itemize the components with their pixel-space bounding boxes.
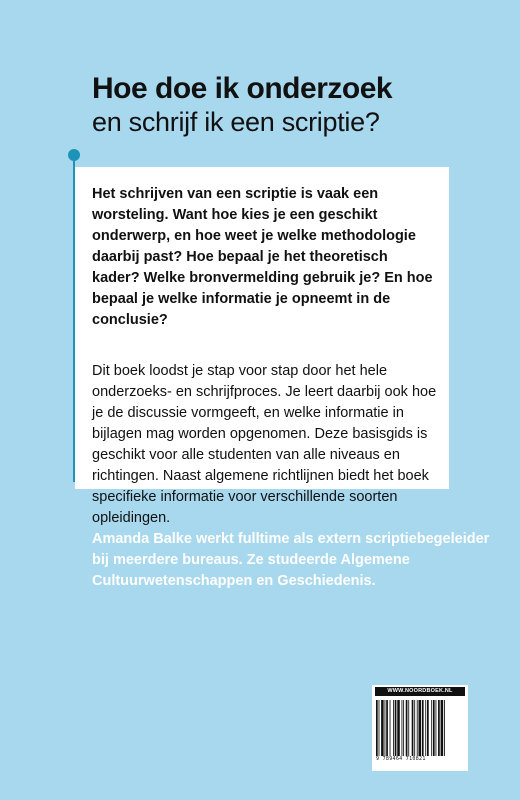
barcode-bar xyxy=(422,700,424,756)
barcode-bar xyxy=(441,700,444,756)
blurb-body: Dit boek loodst je stap voor stap door het hele onderzoeks- en schrijfproces. Je leert daarbij ook hoe je de discussie vormgeeft, en welke informatie in bijlagen mag worden opgenomen. Deze basisgids is geschikt voor alle studenten van alle niveaus en richtingen. Naast algemene richtlijnen biedt het boek specifieke informatie voor verschillende soorten opleidingen. xyxy=(92,363,437,526)
barcode-bar xyxy=(406,700,408,756)
accent-dot xyxy=(68,149,80,161)
barcode-bar xyxy=(395,700,397,756)
barcode-bar xyxy=(408,700,409,756)
barcode-panel xyxy=(372,685,468,771)
barcode-bar xyxy=(419,700,422,756)
barcode-bar xyxy=(403,700,404,756)
barcode-bar xyxy=(427,700,429,756)
barcode-bar xyxy=(433,700,435,756)
barcode-bar xyxy=(438,700,440,756)
barcode-bar xyxy=(431,700,432,756)
author-bio: Amanda Balke werkt fulltime als extern scriptiebegeleider bij meerdere bureaus. Ze studeerde Algemene Cultuurwetenschappen en Geschiedenis. xyxy=(92,531,490,589)
barcode-bar xyxy=(414,700,415,756)
publisher-url: WWW.NOORDBOEK.NL xyxy=(375,687,465,696)
barcode-bar xyxy=(376,700,378,756)
barcode-bar xyxy=(412,700,414,756)
barcode-bar xyxy=(397,700,400,756)
barcode-bar xyxy=(425,700,426,756)
barcode-bar xyxy=(381,700,384,756)
barcode-bar xyxy=(436,700,437,756)
barcode-bar xyxy=(385,700,386,756)
blurb-panel xyxy=(75,167,449,526)
barcode-bar xyxy=(417,700,418,756)
barcode-bar xyxy=(386,700,388,756)
barcode-bar xyxy=(444,700,445,756)
barcode-bar xyxy=(402,700,403,756)
isbn-digits: 9 789464 710821 xyxy=(376,756,426,762)
barcode-bar xyxy=(390,700,391,756)
book-subtitle: en schrijf ik een scriptie? xyxy=(92,107,380,137)
book-title: Hoe doe ik onderzoek xyxy=(92,72,393,105)
barcode-bar xyxy=(393,700,394,756)
barcode-icon xyxy=(376,700,464,756)
blurb-intro: Het schrijven van een scriptie is vaak een worsteling. Want hoe kies je een geschikt onderwerp, en hoe weet je welke methodologie daarbij past? Hoe bepaal je het theoretisch kader? Welke bronvermelding gebruik je? En hoe bepaal je welke informatie je opneemt in de conclusie? xyxy=(92,186,433,328)
barcode-bar xyxy=(379,700,380,756)
